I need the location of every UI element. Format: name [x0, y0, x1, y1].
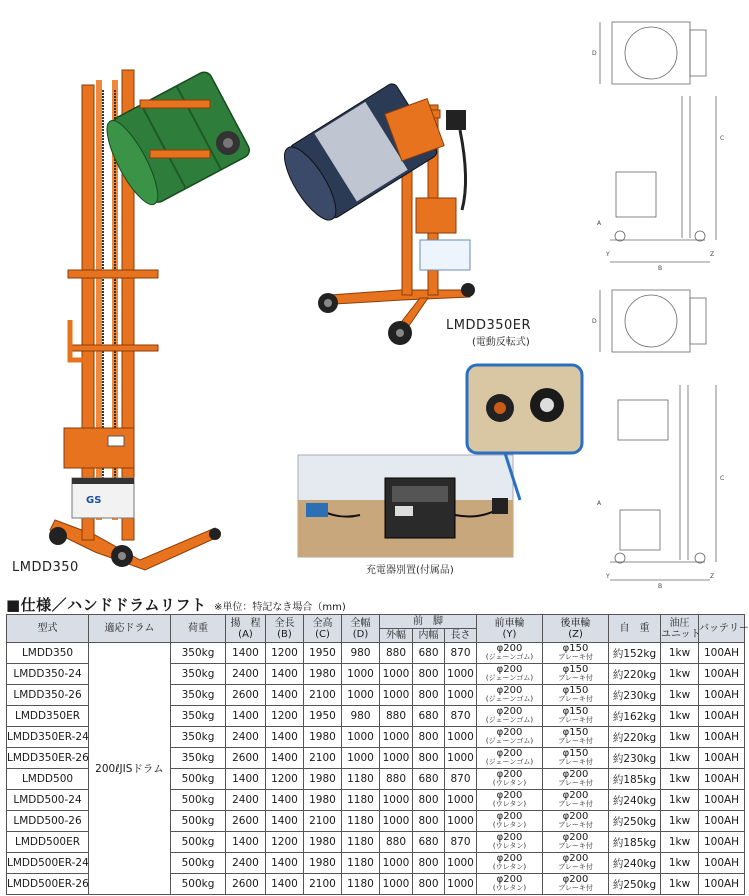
cell-outer-width: 1000	[380, 874, 413, 895]
cell-outer-width: 880	[380, 832, 413, 853]
cell-weight: 約152kg	[609, 643, 661, 664]
cell-model: LMDD500ER-26	[7, 874, 89, 895]
cell-rear-wheel: φ200 ブレーキ付	[543, 874, 609, 895]
cell-leg-length: 1000	[445, 727, 477, 748]
cell-width: 1180	[342, 769, 380, 790]
cell-length: 1200	[266, 643, 304, 664]
cell-load: 500kg	[171, 874, 226, 895]
cell-battery: 100AH	[699, 853, 745, 874]
cell-height: 1980	[304, 832, 342, 853]
cell-outer-width: 1000	[380, 748, 413, 769]
cell-leg-length: 870	[445, 706, 477, 727]
header-model: 型式	[7, 615, 89, 643]
cell-front-wheel: φ200 (ウレタン)	[477, 790, 543, 811]
cell-load: 500kg	[171, 811, 226, 832]
caption-main-model: LMDD350	[12, 560, 79, 575]
cell-outer-width: 880	[380, 706, 413, 727]
cell-front-wheel: φ200 (ジェーンゴム)	[477, 727, 543, 748]
cell-inner-width: 800	[413, 727, 445, 748]
cell-outer-width: 880	[380, 769, 413, 790]
section-title: ■仕様／ハンドドラムリフト	[6, 596, 207, 614]
dim-label-d1: D	[592, 50, 597, 57]
battery-label: GS	[86, 495, 102, 506]
cell-leg-length: 870	[445, 832, 477, 853]
cell-front-wheel: φ200 (ジェーンゴム)	[477, 643, 543, 664]
header-front-wheel: 前車輪 (Y)	[477, 615, 543, 643]
cell-outer-width: 1000	[380, 811, 413, 832]
cell-hydraulic: 1kw	[661, 748, 699, 769]
cell-leg-length: 1000	[445, 790, 477, 811]
cell-height: 1980	[304, 769, 342, 790]
cell-hydraulic: 1kw	[661, 832, 699, 853]
cell-lift: 2400	[226, 790, 266, 811]
cell-lift: 2400	[226, 727, 266, 748]
cell-front-wheel: φ200 (ウレタン)	[477, 874, 543, 895]
cell-inner-width: 800	[413, 685, 445, 706]
cell-outer-width: 1000	[380, 685, 413, 706]
header-outer-width: 外幅	[380, 629, 413, 643]
dim-label-a2: A	[597, 500, 602, 507]
cell-rear-wheel: φ200 ブレーキ付	[543, 790, 609, 811]
cell-length: 1400	[266, 664, 304, 685]
dim-label-b2: B	[658, 583, 663, 590]
cell-leg-length: 1000	[445, 811, 477, 832]
cell-leg-length: 1000	[445, 748, 477, 769]
cell-inner-width: 800	[413, 790, 445, 811]
cell-length: 1200	[266, 832, 304, 853]
cell-hydraulic: 1kw	[661, 811, 699, 832]
header-lift: 揚 程 (A)	[226, 615, 266, 643]
cell-front-wheel: φ200 (ウレタン)	[477, 832, 543, 853]
cell-load: 350kg	[171, 706, 226, 727]
cell-width: 1000	[342, 664, 380, 685]
cell-model: LMDD350-26	[7, 685, 89, 706]
cell-load: 500kg	[171, 832, 226, 853]
cell-inner-width: 800	[413, 664, 445, 685]
cell-width: 1180	[342, 811, 380, 832]
cell-model: LMDD350	[7, 643, 89, 664]
cell-model: LMDD500ER	[7, 832, 89, 853]
cell-length: 1400	[266, 874, 304, 895]
cell-inner-width: 680	[413, 706, 445, 727]
cell-load: 350kg	[171, 727, 226, 748]
cell-lift: 2600	[226, 874, 266, 895]
cell-height: 1950	[304, 643, 342, 664]
cell-width: 1000	[342, 685, 380, 706]
spec-table	[6, 614, 749, 895]
cell-outer-width: 1000	[380, 853, 413, 874]
cell-width: 1180	[342, 853, 380, 874]
dim-label-y1: Y	[606, 251, 610, 258]
cell-battery: 100AH	[699, 685, 745, 706]
cell-height: 1980	[304, 790, 342, 811]
cell-weight: 約240kg	[609, 790, 661, 811]
cell-height: 2100	[304, 685, 342, 706]
cell-outer-width: 880	[380, 643, 413, 664]
cell-outer-width: 1000	[380, 727, 413, 748]
header-weight: 自 重	[609, 615, 661, 643]
cell-model: LMDD350ER-24	[7, 727, 89, 748]
cell-model: LMDD500-26	[7, 811, 89, 832]
cell-battery: 100AH	[699, 769, 745, 790]
cell-lift: 2600	[226, 685, 266, 706]
cell-drum: 200ℓJISドラム	[89, 643, 171, 895]
charger-photo	[298, 455, 513, 557]
header-hydraulic: 油圧 ユニット	[661, 615, 699, 643]
cell-lift: 1400	[226, 832, 266, 853]
cell-hydraulic: 1kw	[661, 769, 699, 790]
cell-hydraulic: 1kw	[661, 706, 699, 727]
cell-model: LMDD350ER-26	[7, 748, 89, 769]
caption-er-subtitle: (電動反転式)	[472, 337, 530, 348]
spec-table-body	[7, 643, 745, 895]
cell-inner-width: 680	[413, 769, 445, 790]
cell-length: 1400	[266, 748, 304, 769]
cell-length: 1200	[266, 769, 304, 790]
cell-hydraulic: 1kw	[661, 643, 699, 664]
cell-front-wheel: φ200 (ウレタン)	[477, 811, 543, 832]
dim-label-b1: B	[658, 265, 663, 272]
cell-rear-wheel: φ200 ブレーキ付	[543, 769, 609, 790]
cell-battery: 100AH	[699, 664, 745, 685]
cell-load: 350kg	[171, 685, 226, 706]
header-load: 荷重	[171, 615, 226, 643]
dim-label-c2: C	[720, 475, 725, 482]
cell-model: LMDD350-24	[7, 664, 89, 685]
header-battery: バッテリー	[699, 615, 745, 643]
header-length: 全長 (B)	[266, 615, 304, 643]
dim-label-z1: Z	[710, 251, 715, 258]
cell-hydraulic: 1kw	[661, 685, 699, 706]
cell-load: 350kg	[171, 748, 226, 769]
cell-lift: 2600	[226, 748, 266, 769]
cell-length: 1400	[266, 811, 304, 832]
header-drum: 適応ドラム	[89, 615, 171, 643]
cell-weight: 約220kg	[609, 727, 661, 748]
cell-width: 1000	[342, 748, 380, 769]
cell-width: 1180	[342, 874, 380, 895]
cell-battery: 100AH	[699, 706, 745, 727]
cell-rear-wheel: φ150 ブレーキ付	[543, 685, 609, 706]
cell-lift: 2400	[226, 664, 266, 685]
caption-er-model: LMDD350ER	[446, 318, 532, 333]
cell-front-wheel: φ200 (ウレタン)	[477, 769, 543, 790]
header-inner-width: 内幅	[413, 629, 445, 643]
dim-label-c1: C	[720, 135, 725, 142]
cell-leg-length: 1000	[445, 874, 477, 895]
cell-height: 1980	[304, 853, 342, 874]
cell-outer-width: 1000	[380, 664, 413, 685]
cell-inner-width: 680	[413, 643, 445, 664]
cell-height: 1950	[304, 706, 342, 727]
cell-inner-width: 800	[413, 748, 445, 769]
dim-label-d2: D	[592, 318, 597, 325]
cell-model: LMDD500ER-24	[7, 853, 89, 874]
cell-weight: 約230kg	[609, 748, 661, 769]
cell-battery: 100AH	[699, 727, 745, 748]
cell-inner-width: 680	[413, 832, 445, 853]
header-leg-length: 長さ	[445, 629, 477, 643]
cell-front-wheel: φ200 (ジェーンゴム)	[477, 664, 543, 685]
cell-weight: 約220kg	[609, 664, 661, 685]
cell-inner-width: 800	[413, 853, 445, 874]
cell-width: 1000	[342, 727, 380, 748]
cell-height: 1980	[304, 664, 342, 685]
cell-front-wheel: φ200 (ジェーンゴム)	[477, 706, 543, 727]
cell-model: LMDD500	[7, 769, 89, 790]
cell-rear-wheel: φ150 ブレーキ付	[543, 706, 609, 727]
cell-front-wheel: φ200 (ジェーンゴム)	[477, 748, 543, 769]
cell-leg-length: 1000	[445, 853, 477, 874]
cell-lift: 1400	[226, 643, 266, 664]
cell-weight: 約162kg	[609, 706, 661, 727]
cell-width: 1180	[342, 790, 380, 811]
cell-leg-length: 870	[445, 643, 477, 664]
cell-load: 500kg	[171, 769, 226, 790]
cell-length: 1200	[266, 706, 304, 727]
technical-drawings	[592, 22, 724, 590]
cell-rear-wheel: φ200 ブレーキ付	[543, 811, 609, 832]
manual-drum-lift-illustration	[49, 69, 252, 570]
cell-lift: 2600	[226, 811, 266, 832]
cell-leg-length: 1000	[445, 685, 477, 706]
cell-inner-width: 800	[413, 874, 445, 895]
cell-load: 350kg	[171, 643, 226, 664]
header-height: 全高 (C)	[304, 615, 342, 643]
cell-height: 1980	[304, 727, 342, 748]
caption-charger: 充電器別置(付属品)	[366, 565, 454, 576]
cell-hydraulic: 1kw	[661, 727, 699, 748]
cell-hydraulic: 1kw	[661, 853, 699, 874]
cell-rear-wheel: φ200 ブレーキ付	[543, 832, 609, 853]
cell-battery: 100AH	[699, 790, 745, 811]
cell-weight: 約185kg	[609, 832, 661, 853]
cell-rear-wheel: φ150 ブレーキ付	[543, 643, 609, 664]
cell-model: LMDD500-24	[7, 790, 89, 811]
cell-rear-wheel: φ150 ブレーキ付	[543, 748, 609, 769]
header-rear-wheel: 後車輪 (Z)	[543, 615, 609, 643]
cell-weight: 約185kg	[609, 769, 661, 790]
cell-lift: 2400	[226, 853, 266, 874]
cell-battery: 100AH	[699, 643, 745, 664]
unit-note: ※単位：特記なき場合（mm)	[214, 602, 346, 613]
cell-lift: 1400	[226, 706, 266, 727]
cell-weight: 約250kg	[609, 874, 661, 895]
cell-width: 1180	[342, 832, 380, 853]
table-row	[7, 643, 745, 664]
cell-length: 1400	[266, 790, 304, 811]
cell-width: 980	[342, 706, 380, 727]
cell-weight: 約230kg	[609, 685, 661, 706]
cell-hydraulic: 1kw	[661, 664, 699, 685]
cell-leg-length: 870	[445, 769, 477, 790]
cell-width: 980	[342, 643, 380, 664]
cell-weight: 約250kg	[609, 811, 661, 832]
cell-length: 1400	[266, 727, 304, 748]
cell-weight: 約240kg	[609, 853, 661, 874]
dim-label-y2: Y	[606, 573, 610, 580]
cell-battery: 100AH	[699, 832, 745, 853]
cell-height: 2100	[304, 874, 342, 895]
cell-length: 1400	[266, 853, 304, 874]
cell-battery: 100AH	[699, 874, 745, 895]
cell-rear-wheel: φ200 ブレーキ付	[543, 853, 609, 874]
cell-front-wheel: φ200 (ウレタン)	[477, 853, 543, 874]
cell-length: 1400	[266, 685, 304, 706]
cell-leg-length: 1000	[445, 664, 477, 685]
cell-rear-wheel: φ150 ブレーキ付	[543, 727, 609, 748]
electric-drum-lift-illustration	[275, 82, 475, 345]
dim-label-z2: Z	[710, 573, 715, 580]
cell-outer-width: 1000	[380, 790, 413, 811]
cell-load: 350kg	[171, 664, 226, 685]
cell-hydraulic: 1kw	[661, 790, 699, 811]
cell-inner-width: 800	[413, 811, 445, 832]
cell-battery: 100AH	[699, 811, 745, 832]
cell-load: 500kg	[171, 853, 226, 874]
cell-load: 500kg	[171, 790, 226, 811]
dim-label-a1: A	[597, 220, 602, 227]
cell-rear-wheel: φ150 ブレーキ付	[543, 664, 609, 685]
cell-model: LMDD350ER	[7, 706, 89, 727]
cell-lift: 1400	[226, 769, 266, 790]
header-width: 全幅 (D)	[342, 615, 380, 643]
cell-height: 2100	[304, 811, 342, 832]
cell-battery: 100AH	[699, 748, 745, 769]
cell-front-wheel: φ200 (ジェーンゴム)	[477, 685, 543, 706]
cell-height: 2100	[304, 748, 342, 769]
cell-hydraulic: 1kw	[661, 874, 699, 895]
header-front-leg: 前 脚	[380, 615, 477, 629]
